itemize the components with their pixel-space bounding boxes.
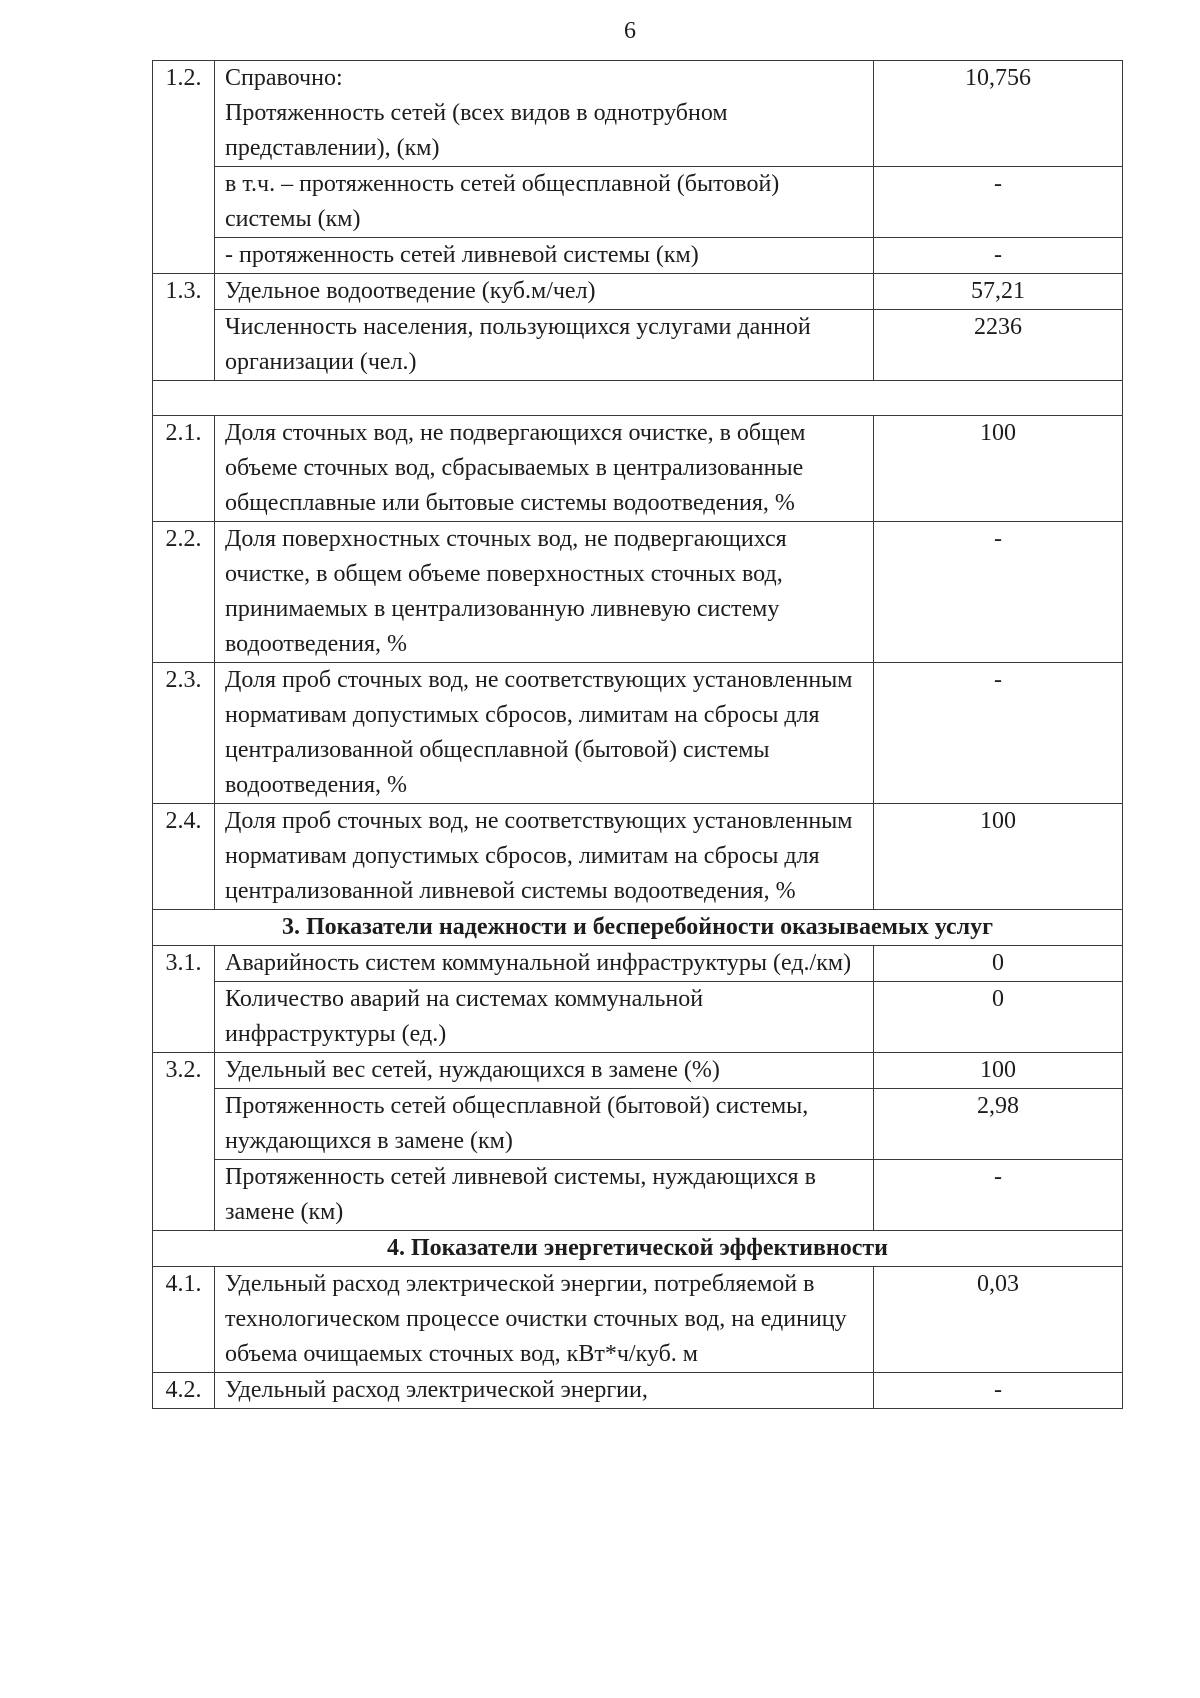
indicators-table (152, 60, 1123, 1409)
indicator-value: - (874, 238, 1123, 274)
indicator-text: Доля сточных вод, не подвергающихся очистке, в общем объеме сточных вод, сбрасываемых в централизованные общесплавные или бытовые системы водоотведения, % (215, 416, 874, 522)
indicator-text: Численность населения, пользующихся услугами данной организации (чел.) (215, 310, 874, 381)
row-number: 3.1. (153, 946, 215, 1053)
table-row (153, 274, 1123, 310)
indicator-value: - (874, 663, 1123, 804)
indicator-text: Справочно: Протяженность сетей (всех видов в однотрубном представлении), (км) (215, 61, 874, 167)
table-row (153, 663, 1123, 804)
indicator-value: 2236 (874, 310, 1123, 381)
indicator-text: - протяженность сетей ливневой системы (км) (215, 238, 874, 274)
indicator-text: Протяженность сетей общесплавной (бытовой) системы, нуждающихся в замене (км) (215, 1089, 874, 1160)
indicator-text: в т.ч. – протяженность сетей общесплавной (бытовой) системы (км) (215, 167, 874, 238)
row-number: 1.2. (153, 61, 215, 274)
table-row (153, 1373, 1123, 1409)
row-number: 4.2. (153, 1373, 215, 1409)
table-row (153, 238, 1123, 274)
indicator-text: Удельный расход электрической энергии, (215, 1373, 874, 1409)
indicator-text: Доля проб сточных вод, не соответствующих установленным нормативам допустимых сбросов, лимитам на сбросы для централизованной общесплавной (бытовой) системы водоотведения, % (215, 663, 874, 804)
table-row-blank (153, 381, 1123, 416)
indicator-value: - (874, 1373, 1123, 1409)
indicator-value: 100 (874, 416, 1123, 522)
indicator-value: 2,98 (874, 1089, 1123, 1160)
table-row (153, 1089, 1123, 1160)
indicator-text: Доля поверхностных сточных вод, не подвергающихся очистке, в общем объеме поверхностных сточных вод, принимаемых в централизованную ливневую систему водоотведения, % (215, 522, 874, 663)
table-row (153, 61, 1123, 167)
indicator-value: 100 (874, 1053, 1123, 1089)
table-row (153, 1267, 1123, 1373)
table-row-section (153, 910, 1123, 946)
indicator-value: 10,756 (874, 61, 1123, 167)
indicator-text: Количество аварий на системах коммунальной инфраструктуры (ед.) (215, 982, 874, 1053)
indicator-value: 0 (874, 982, 1123, 1053)
table-row (153, 167, 1123, 238)
section-heading: 3. Показатели надежности и бесперебойности оказываемых услуг (153, 910, 1123, 946)
indicator-value: 100 (874, 804, 1123, 910)
indicator-value: - (874, 167, 1123, 238)
row-number: 2.4. (153, 804, 215, 910)
table-row (153, 982, 1123, 1053)
table-row (153, 804, 1123, 910)
indicator-value: 0,03 (874, 1267, 1123, 1373)
indicator-value: 0 (874, 946, 1123, 982)
row-number: 2.2. (153, 522, 215, 663)
blank-section-cell (153, 381, 1123, 416)
row-number: 3.2. (153, 1053, 215, 1231)
table-row (153, 310, 1123, 381)
row-number: 2.3. (153, 663, 215, 804)
section-heading: 4. Показатели энергетической эффективности (153, 1231, 1123, 1267)
table-row (153, 1160, 1123, 1231)
row-number: 2.1. (153, 416, 215, 522)
indicator-text: Удельный расход электрической энергии, потребляемой в технологическом процессе очистки сточных вод, на единицу объема очищаемых сточных вод, кВт*ч/куб. м (215, 1267, 874, 1373)
indicator-value: - (874, 1160, 1123, 1231)
indicator-text: Удельное водоотведение (куб.м/чел) (215, 274, 874, 310)
page-number: 6 (624, 18, 636, 44)
indicator-value: 57,21 (874, 274, 1123, 310)
indicator-text: Удельный вес сетей, нуждающихся в замене (%) (215, 1053, 874, 1089)
indicator-value: - (874, 522, 1123, 663)
table-row (153, 522, 1123, 663)
row-number: 1.3. (153, 274, 215, 381)
indicator-text: Аварийность систем коммунальной инфраструктуры (ед./км) (215, 946, 874, 982)
table-row (153, 946, 1123, 982)
table-row (153, 416, 1123, 522)
indicator-text: Доля проб сточных вод, не соответствующих установленным нормативам допустимых сбросов, лимитам на сбросы для централизованной ливневой системы водоотведения, % (215, 804, 874, 910)
row-number: 4.1. (153, 1267, 215, 1373)
table-row (153, 1053, 1123, 1089)
indicator-text: Протяженность сетей ливневой системы, нуждающихся в замене (км) (215, 1160, 874, 1231)
table-row-section (153, 1231, 1123, 1267)
